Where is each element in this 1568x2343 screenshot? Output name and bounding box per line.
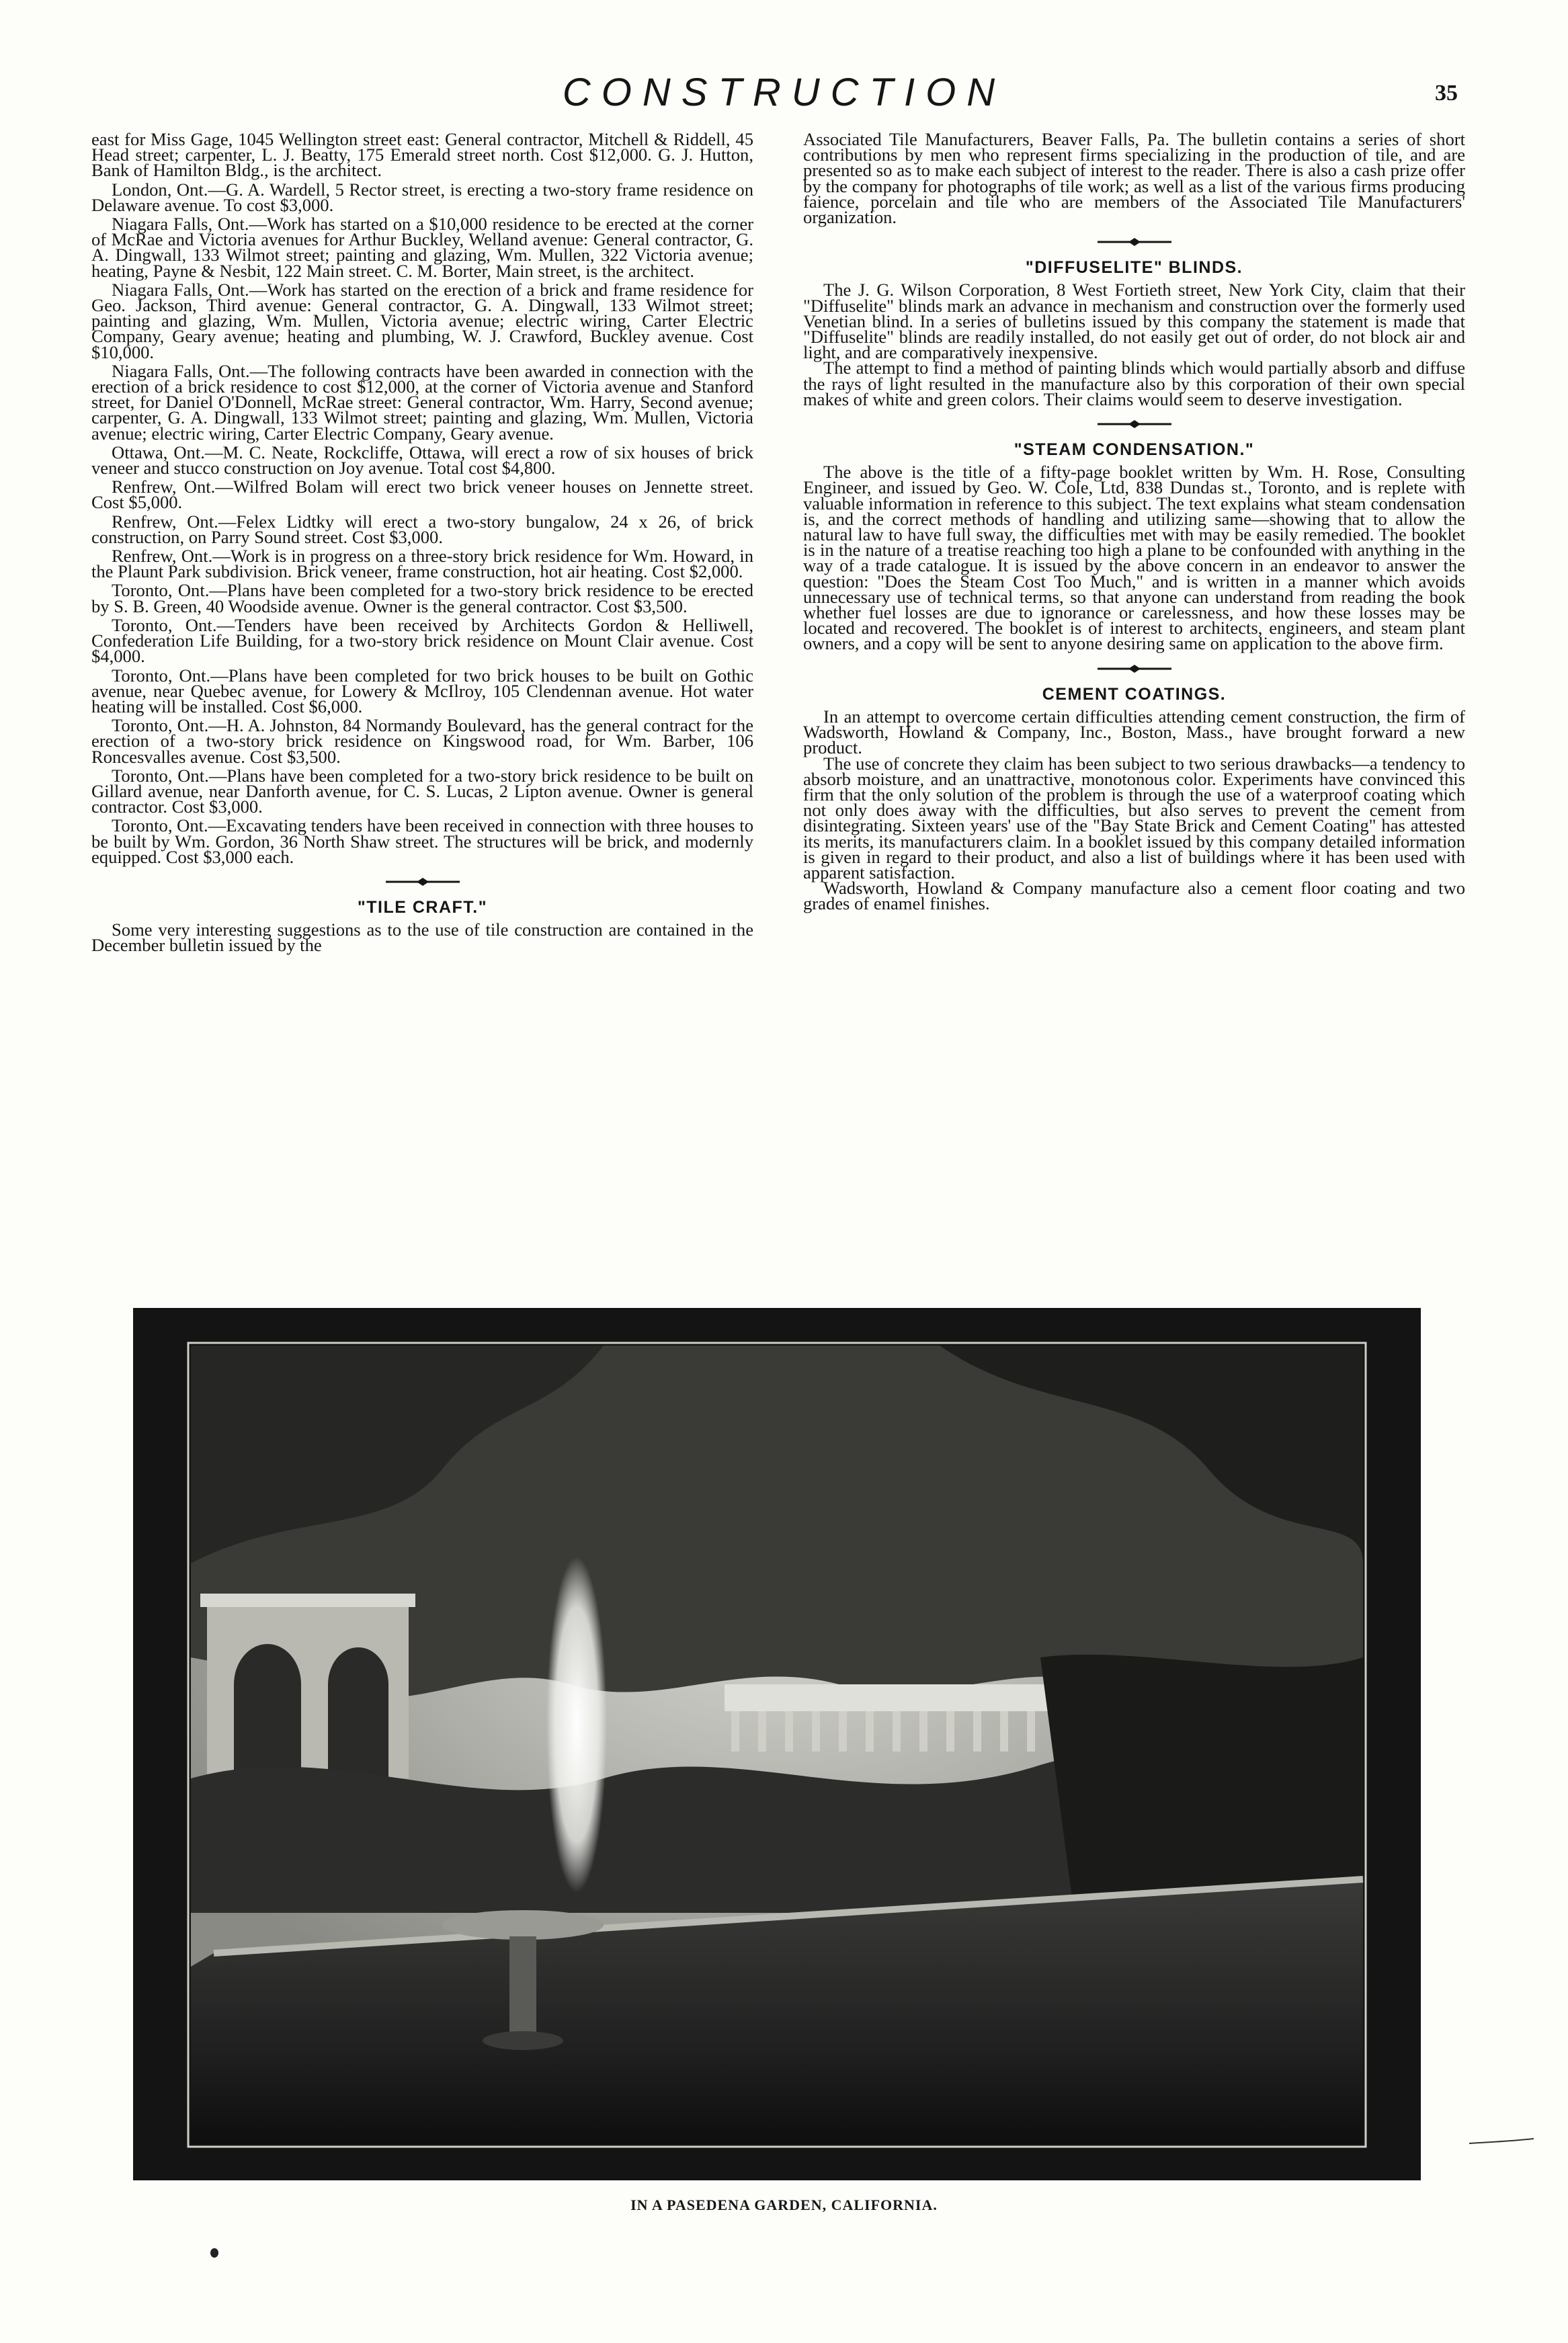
article-paragraph: Wadsworth, Howland & Company manufacture also a cement floor coating and two grades of enamel finishes.	[803, 878, 1465, 914]
article-paragraph: The above is the title of a fifty-page booklet written by Wm. H. Rose, Consulting Engineer, and issued by Geo. W. Cole, Ltd, 838 Dundas st., Toronto, and is replete with valuable information in reference to this subject. The text explains what steam condensation is, and the correct methods of handling and utilizing same—showing that to allow the natural law to have full sway, the difficulties met with may be easily remedied. The booklet is in the nature of a treatise reaching too high a plane to be confounded with anything in the way of a trade catalogue. It is issued by the above concern in an endeavor to answer the question: "Does the Steam Cost Too Much," and is written in a manner which avoids unnecessary use of technical terms, so that anyone can understand from reading the book whether fuel losses are due to ignorance or carelessness, and how these losses may be located and recovered. The booklet is of interest to architects, engineers, and steam plant owners, and a copy will be sent to anyone desiring same on application to the above firm.	[803, 462, 1465, 654]
article-paragraph: Niagara Falls, Ont.—Work has started on the erection of a brick and frame residence for Geo. Jackson, Third avenue: General contractor, G. A. Dingwall, 133 Wilmot street; painting and glazing, Wm. Mullen, Victoria avenue; electric wiring, Carter Electric Company, Geary avenue; heating and plumbing, W. J. Crawford, Buckley avenue. Cost $10,000.	[91, 279, 753, 362]
article-paragraph: The use of concrete they claim has been subject to two serious drawbacks—a tendency to absorb moisture, and an unattractive, monotonous color. Experiments have convinced this firm that the only solution of the problem is through the use of a waterproof coating which not only does away with the difficulties, but also serves to prevent the cement from disintegrating. Sixteen years' use of the "Bay State Brick and Cement Coating" has attested its merits, its manufacturers claim. In a booklet issued by this company detailed information is given in regard to their product, and also a list of buildings where it has been used with apparent satisfaction.	[803, 753, 1465, 882]
page-number: 35	[1435, 81, 1458, 106]
diffuselite-heading: "DIFFUSELITE" BLINDS.	[1025, 258, 1243, 278]
section-divider-ornament	[1098, 664, 1171, 673]
article-paragraph: Toronto, Ont.—H. A. Johnston, 84 Normandy Boulevard, has the general contract for the erection of a two-story brick residence on Kingswood road, for Wm. Barber, 106 Roncesvalles avenue. Cost $3,500.	[91, 715, 753, 767]
section-divider-ornament	[1098, 419, 1171, 429]
article-paragraph: Toronto, Ont.—Excavating tenders have been received in connection with three houses to be built by Wm. Gordon, 36 North Shaw street. The structures will be brick, and modernly equipped. Cost $3,000 each.	[91, 815, 753, 867]
article-paragraph: Toronto, Ont.—Tenders have been received by Architects Gordon & Helliwell, Confederation Life Building, for a two-story brick residence on Mount Clair avenue. Cost $4,000.	[91, 614, 753, 667]
page-title: CONSTRUCTION	[562, 71, 1006, 114]
article-paragraph: London, Ont.—G. A. Wardell, 5 Rector street, is erecting a two-story frame residence on Delaware avenue. To cost $3,000.	[91, 179, 753, 215]
photo-caption: IN A PASEDENA GARDEN, CALIFORNIA.	[630, 2196, 938, 2213]
article-paragraph: Niagara Falls, Ont.—Work has started on a $10,000 residence to be erected at the corner of McRae and Victoria avenues for Arthur Buckley, Welland avenue: General contractor, G. A. Dingwall, 133 Wilmot street; painting and glazing, Wm. Mullen, 322 Victoria avenue; heating, Payne & Nesbit, 122 Main street. C. M. Borter, Main street, is the architect.	[91, 214, 753, 281]
article-paragraph: Renfrew, Ont.—Work is in progress on a three-story brick residence for Wm. Howard, in the Plaunt Park subdivision. Brick veneer, frame construction, hot air heating. Cost $2,000.	[91, 546, 753, 582]
article-paragraph: Renfrew, Ont.—Wilfred Bolam will erect two brick veneer houses on Jennette street. Cost $5,000.	[91, 477, 753, 513]
section-divider-ornament	[386, 877, 460, 887]
article-paragraph: Ottawa, Ont.—M. C. Neate, Rockcliffe, Ottawa, will erect a row of six houses of brick veneer and stucco construction on Joy avenue. Total cost $4,800.	[91, 442, 753, 479]
article-paragraph: In an attempt to overcome certain difficulties attending cement construction, the firm of Wadsworth, Howland & Company, Inc., Boston, Mass., have brought forward a new product.	[803, 706, 1465, 758]
article-paragraph: The attempt to find a method of painting blinds which would partially absorb and diffuse the rays of light resulted in the manufacture also by this corporation of their own special makes of white and green colors. Their claims would seem to deserve investigation.	[803, 358, 1465, 409]
section-divider-ornament	[1098, 237, 1171, 247]
garden-photograph-illustration	[133, 1308, 1421, 2180]
garden-photograph	[133, 1308, 1421, 2180]
cement-coatings-heading: CEMENT COATINGS.	[1042, 684, 1227, 704]
steam-condensation-heading: "STEAM CONDENSATION."	[1014, 440, 1255, 460]
article-paragraph: The J. G. Wilson Corporation, 8 West Fortieth street, New York City, claim that their "Diffuselite" blinds mark an advance in mechanism and construction over the formerly used Venetian blind. In a series of bulletins issued by this company the statement is made that "Diffuselite" blinds are readily installed, do not easily get out of order, do not block air and light, and are comparatively inexpensive.	[803, 280, 1465, 363]
article-paragraph: east for Miss Gage, 1045 Wellington street east: General contractor, Mitchell & Riddell, 45 Head street; carpenter, L. J. Beatty, 175 Emerald street north. Cost $12,000. G. J. Hutton, Bank of Hamilton Bldg., is the architect.	[91, 129, 753, 181]
margin-pen-mark	[1469, 2135, 1536, 2149]
article-paragraph: Renfrew, Ont.—Felex Lidtky will erect a two-story bungalow, 24 x 26, of brick construction, on Parry Sound street. Cost $3,000.	[91, 511, 753, 547]
left-column	[91, 129, 753, 956]
article-paragraph: Niagara Falls, Ont.—The following contracts have been awarded in connection with the erection of a brick residence to cost $12,000, at the corner of Victoria avenue and Stanford street, for Daniel O'Donnell, McRae street: General contractor, Wm. Harry, Second avenue; carpenter, G. A. Dingwall, 133 Wilmot street; painting and glazing, Wm. Mullen, Victoria avenue; electric wiring, Carter Electric Company, Geary avenue.	[91, 360, 753, 444]
article-paragraph: Associated Tile Manufacturers, Beaver Falls, Pa. The bulletin contains a series of short contributions by men who represent firms specializing in the production of tile, and are presented so as to make each subject of interest to the reader. There is also a cash prize offer by the company for photographs of tile work; as well as a list of the various firms producing faience, porcelain and tile who are members of the Associated Tile Manufacturers' organization.	[803, 129, 1465, 228]
article-paragraph: Toronto, Ont.—Plans have been completed for a two-story brick residence to be erected by S. B. Green, 40 Woodside avenue. Owner is the general contractor. Cost $3,500.	[91, 580, 753, 616]
right-column	[803, 129, 1465, 914]
article-paragraph: Some very interesting suggestions as to the use of tile construction are contained in the December bulletin issued by the	[91, 919, 753, 956]
article-paragraph: Toronto, Ont.—Plans have been completed for two brick houses to be built on Gothic avenue, near Quebec avenue, for Lowery & McIlroy, 105 Clendennan avenue. Hot water heating will be installed. Cost $6,000.	[91, 665, 753, 716]
article-paragraph: Toronto, Ont.—Plans have been completed for a two-story brick residence to be built on Gillard avenue, near Danforth avenue, for C. S. Lucas, 2 Lipton avenue. Owner is general contractor. Cost $3,000.	[91, 765, 753, 817]
tile-craft-heading: "TILE CRAFT."	[357, 897, 488, 917]
print-speck	[210, 2248, 218, 2258]
